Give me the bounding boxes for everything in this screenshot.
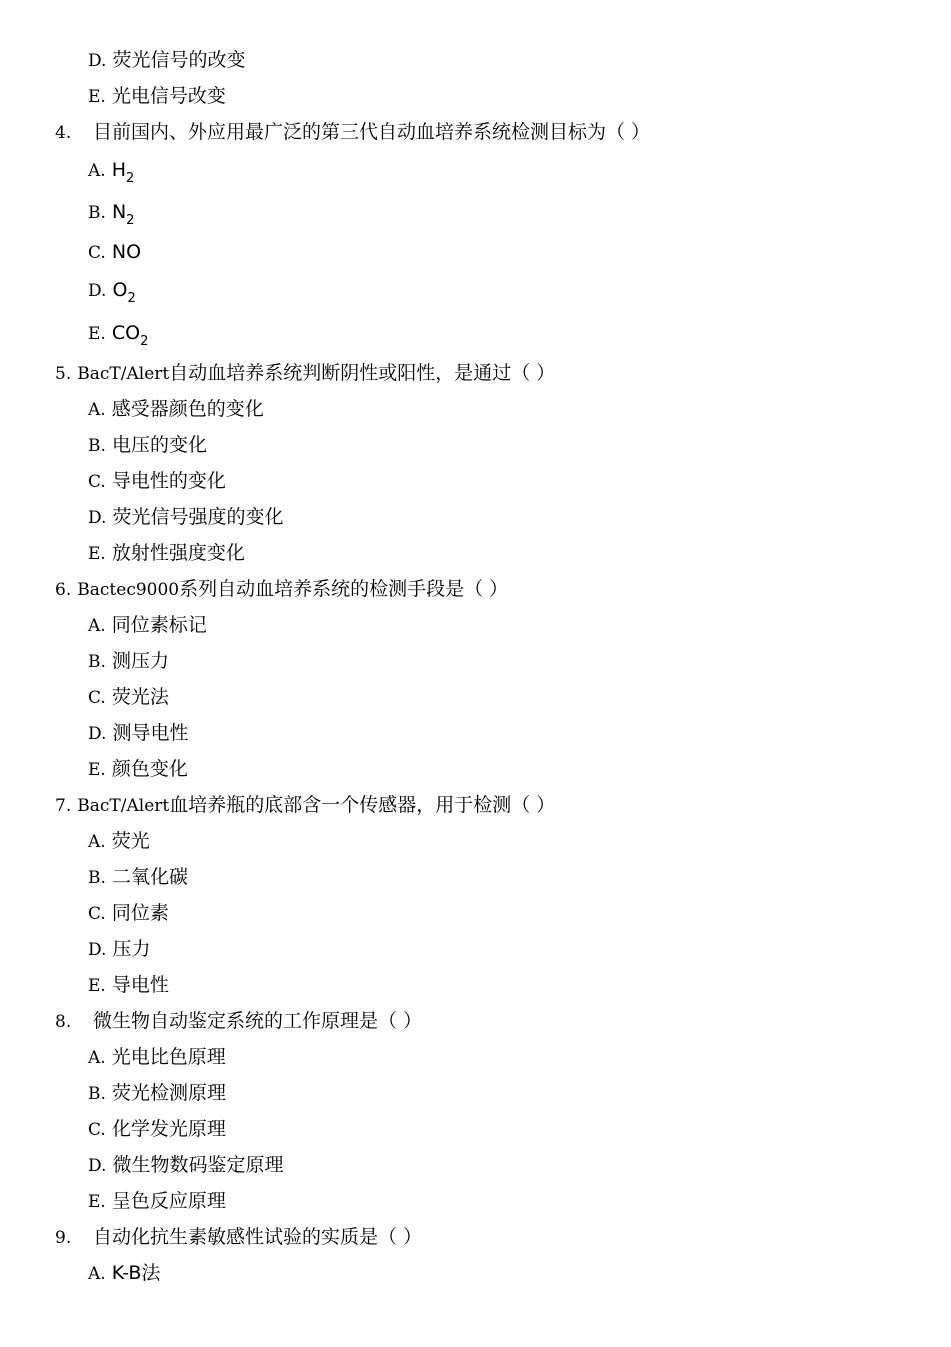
question-number: 8. xyxy=(55,1012,72,1032)
option-line xyxy=(88,48,246,73)
option-text: 感受器颜色的变化 xyxy=(111,398,264,420)
option-line xyxy=(88,240,141,265)
option-mark: E. xyxy=(88,544,106,564)
formula-subscript: 2 xyxy=(140,334,149,349)
formula-base: N xyxy=(111,201,127,223)
option-mark: A. xyxy=(88,1048,106,1068)
question-number: 6. xyxy=(55,580,72,600)
option-line xyxy=(88,1081,226,1106)
option-text: 微生物数码鉴定原理 xyxy=(112,1154,284,1176)
question-6 xyxy=(55,577,508,602)
option-text: 光电信号改变 xyxy=(111,85,226,107)
option-text: 导电性的变化 xyxy=(111,470,226,492)
option-mark: B. xyxy=(88,652,106,672)
option-line xyxy=(88,613,207,638)
question-text: 自动化抗生素敏感性试验的实质是（ ） xyxy=(93,1226,423,1248)
option-line xyxy=(88,1045,226,1070)
question-4 xyxy=(55,120,650,145)
question-9 xyxy=(55,1225,422,1250)
formula-subscript: 2 xyxy=(126,171,135,186)
option-mark: C. xyxy=(88,904,106,924)
option-line xyxy=(88,469,226,494)
option-text: 压力 xyxy=(112,938,151,960)
option-mark: A. xyxy=(88,161,106,181)
question-prefix: BacT/Alert xyxy=(77,364,170,384)
option-mark: C. xyxy=(88,1120,106,1140)
formula-base: H xyxy=(111,159,127,181)
option-mark: A. xyxy=(88,616,106,636)
formula-subscript: 2 xyxy=(126,213,135,228)
option-line xyxy=(88,685,169,710)
option-mark: E. xyxy=(88,760,106,780)
option-mark: D. xyxy=(88,51,107,71)
option-text: 荧光检测原理 xyxy=(111,1082,226,1104)
option-mark: A. xyxy=(88,400,106,420)
option-line xyxy=(88,973,169,998)
question-prefix: Bactec9000 xyxy=(77,580,180,600)
option-text: 荧光信号强度的变化 xyxy=(112,506,284,528)
question-prefix: BacT/Alert xyxy=(77,796,170,816)
option-text: 呈色反应原理 xyxy=(111,1190,226,1212)
option-line xyxy=(88,158,135,186)
option-line xyxy=(88,505,284,530)
option-line xyxy=(88,829,150,854)
question-text: 血培养瓶的底部含一个传感器，用于检测（ ） xyxy=(169,794,556,816)
option-text: 颜色变化 xyxy=(111,758,188,780)
option-text: 导电性 xyxy=(111,974,169,996)
option-mark: E. xyxy=(88,976,106,996)
option-mark: D. xyxy=(88,1156,107,1176)
option-text: 荧光信号的改变 xyxy=(112,49,246,71)
option-mark: B. xyxy=(88,436,106,456)
option-mark: D. xyxy=(88,508,107,528)
option-text: K-B法 xyxy=(111,1262,161,1284)
option-mark: D. xyxy=(88,281,107,301)
option-text: 荧光 xyxy=(111,830,150,852)
option-mark: B. xyxy=(88,868,106,888)
option-line xyxy=(88,200,135,228)
option-line xyxy=(88,278,136,306)
question-5 xyxy=(55,361,555,386)
option-line xyxy=(88,541,245,566)
question-text: 系列自动血培养系统的检测手段是（ ） xyxy=(179,578,509,600)
option-line xyxy=(88,757,188,782)
option-line xyxy=(88,937,151,962)
option-text: 同位素标记 xyxy=(111,614,207,636)
option-mark: C. xyxy=(88,243,106,263)
option-mark: D. xyxy=(88,724,107,744)
option-line xyxy=(88,1153,284,1178)
option-line xyxy=(88,901,169,926)
option-text: 同位素 xyxy=(111,902,169,924)
option-line xyxy=(88,321,149,349)
question-number: 5. xyxy=(55,364,72,384)
formula-base: O xyxy=(112,279,128,301)
option-line xyxy=(88,1117,226,1142)
question-7 xyxy=(55,793,555,818)
option-text: 二氧化碳 xyxy=(111,866,188,888)
question-text: 微生物自动鉴定系统的工作原理是（ ） xyxy=(93,1010,423,1032)
option-line xyxy=(88,721,189,746)
formula-base: CO xyxy=(111,322,141,344)
option-mark: B. xyxy=(88,1084,106,1104)
option-text: 电压的变化 xyxy=(111,434,207,456)
question-text: 目前国内、外应用最广泛的第三代自动血培养系统检测目标为（ ） xyxy=(93,121,651,143)
option-mark: E. xyxy=(88,324,106,344)
option-line xyxy=(88,865,188,890)
option-line xyxy=(88,1189,226,1214)
question-text: 自动血培养系统判断阴性或阳性，是通过（ ） xyxy=(169,362,556,384)
option-text: 光电比色原理 xyxy=(111,1046,226,1068)
option-mark: B. xyxy=(88,203,106,223)
formula-base: NO xyxy=(111,241,142,263)
option-mark: C. xyxy=(88,688,106,708)
option-line xyxy=(88,649,169,674)
question-number: 7. xyxy=(55,796,72,816)
option-mark: A. xyxy=(88,1264,106,1284)
option-mark: A. xyxy=(88,832,106,852)
question-number: 4. xyxy=(55,123,72,143)
option-mark: E. xyxy=(88,87,106,107)
formula-subscript: 2 xyxy=(127,291,136,306)
option-mark: E. xyxy=(88,1192,106,1212)
option-mark: C. xyxy=(88,472,106,492)
option-text: 荧光法 xyxy=(111,686,169,708)
option-line xyxy=(88,397,264,422)
option-text: 化学发光原理 xyxy=(111,1118,226,1140)
question-8 xyxy=(55,1009,422,1034)
option-mark: D. xyxy=(88,940,107,960)
option-line xyxy=(88,84,226,109)
option-text: 放射性强度变化 xyxy=(111,542,245,564)
option-line xyxy=(88,433,207,458)
question-number: 9. xyxy=(55,1228,72,1248)
option-text: 测压力 xyxy=(111,650,169,672)
option-line xyxy=(88,1261,160,1286)
option-text: 测导电性 xyxy=(112,722,189,744)
